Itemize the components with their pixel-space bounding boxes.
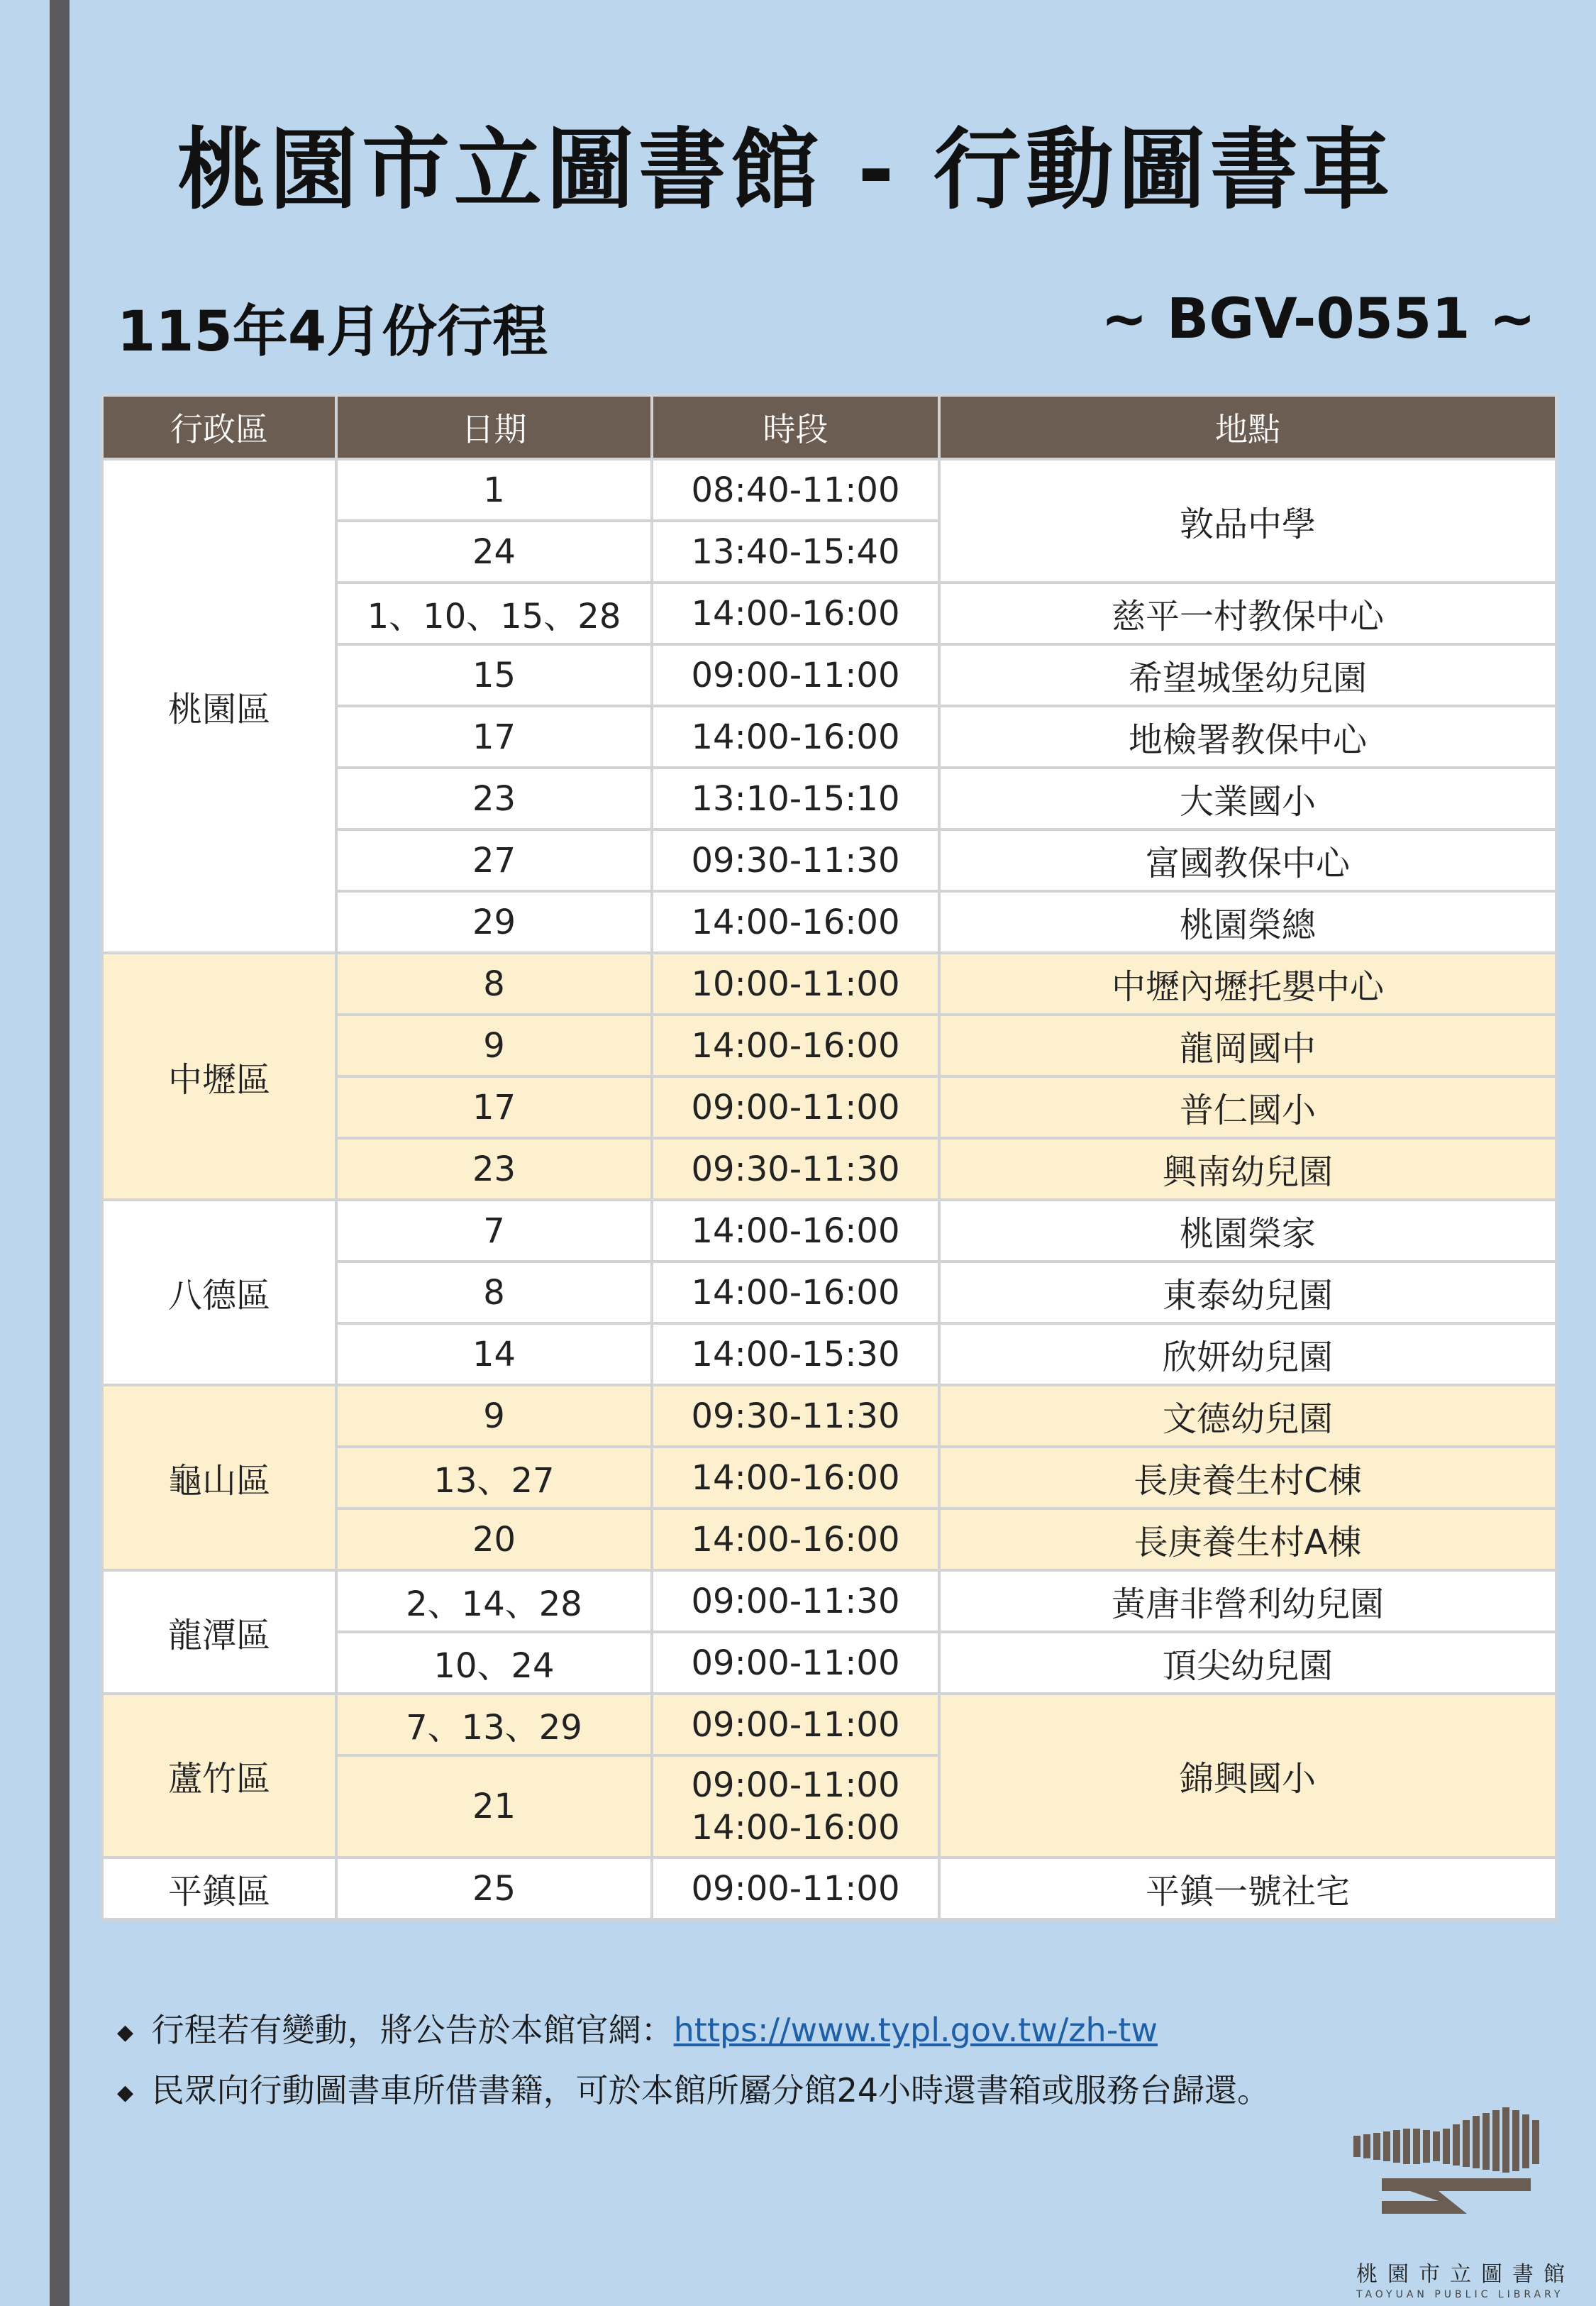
logo-chinese-name: 桃園市立圖書館 <box>1356 2262 1575 2287</box>
note-text: 民眾向行動圖書車所借書籍，可於本館所屬分館24小時還書箱或服務台歸還。 <box>151 2071 1270 2109</box>
date-cell: 15 <box>336 644 652 706</box>
time-cell: 09:00-11:00 <box>652 1632 939 1694</box>
schedule-table <box>101 394 1558 1921</box>
location-cell: 黃唐非營利幼兒園 <box>939 1570 1556 1632</box>
vehicle-plate: ~ BGV-0551 ~ <box>1101 287 1536 351</box>
date-cell: 23 <box>336 768 652 829</box>
location-cell: 桃園榮家 <box>939 1200 1556 1262</box>
time-cell: 09:00-11:00 <box>652 1694 939 1755</box>
time-cell: 10:00-11:00 <box>652 953 939 1015</box>
date-cell: 14 <box>336 1323 652 1385</box>
page-title: 桃園市立圖書館 - 行動圖書車 <box>177 119 1395 221</box>
location-cell: 龍岡國中 <box>939 1015 1556 1076</box>
time-cell: 13:40-15:40 <box>652 521 939 583</box>
date-cell: 8 <box>336 1262 652 1323</box>
location-cell: 希望城堡幼兒園 <box>939 644 1556 706</box>
table-row <box>102 1385 1556 1447</box>
date-cell: 1 <box>336 459 652 521</box>
district-cell: 龍潭區 <box>102 1570 336 1694</box>
date-cell: 24 <box>336 521 652 583</box>
date-cell: 25 <box>336 1858 652 1919</box>
library-logo-icon <box>1353 2107 1545 2235</box>
schedule-month: 115年4月份行程 <box>117 300 548 364</box>
location-cell: 大業國小 <box>939 768 1556 829</box>
district-cell: 蘆竹區 <box>102 1694 336 1858</box>
time-cell: 09:30-11:30 <box>652 829 939 891</box>
location-cell: 東泰幼兒園 <box>939 1262 1556 1323</box>
location-cell: 長庚養生村C棟 <box>939 1447 1556 1508</box>
notes <box>117 2004 1270 2125</box>
table-row <box>102 459 1556 521</box>
location-cell: 普仁國小 <box>939 1076 1556 1138</box>
time-cell: 14:00-16:00 <box>652 1447 939 1508</box>
location-cell: 桃園榮總 <box>939 891 1556 953</box>
date-cell: 27 <box>336 829 652 891</box>
location-cell: 敦品中學 <box>939 459 1556 583</box>
column-header-district: 行政區 <box>102 395 336 459</box>
note-website <box>117 2004 1270 2065</box>
date-cell: 29 <box>336 891 652 953</box>
left-accent-bar <box>50 0 70 2306</box>
location-cell: 富國教保中心 <box>939 829 1556 891</box>
table-row <box>102 1570 1556 1632</box>
time-cell: 14:00-15:30 <box>652 1323 939 1385</box>
time-cell: 13:10-15:10 <box>652 768 939 829</box>
time-cell: 09:00-11:30 <box>652 1570 939 1632</box>
table-row <box>102 1694 1556 1755</box>
time-cell: 14:00-16:00 <box>652 1508 939 1570</box>
district-cell: 平鎮區 <box>102 1858 336 1919</box>
date-cell: 2、14、28 <box>336 1570 652 1632</box>
time-cell: 09:00-11:00 <box>652 644 939 706</box>
table-header-row <box>102 395 1556 459</box>
date-cell: 7 <box>336 1200 652 1262</box>
time-cell: 14:00-16:00 <box>652 583 939 644</box>
note-text: 行程若有變動，將公告於本館官網： <box>151 2011 674 2049</box>
column-header-date: 日期 <box>336 395 652 459</box>
date-cell: 8 <box>336 953 652 1015</box>
time-cell: 09:30-11:30 <box>652 1138 939 1200</box>
diamond-bullet-icon: ◆ <box>117 2080 134 2105</box>
date-cell: 20 <box>336 1508 652 1570</box>
location-cell: 慈平一村教保中心 <box>939 583 1556 644</box>
date-cell: 9 <box>336 1015 652 1076</box>
column-header-time: 時段 <box>652 395 939 459</box>
time-line: 09:00-11:00 <box>691 1765 900 1805</box>
date-cell: 10、24 <box>336 1632 652 1694</box>
time-cell: 14:00-16:00 <box>652 1200 939 1262</box>
location-cell: 平鎮一號社宅 <box>939 1858 1556 1919</box>
date-cell: 1、10、15、28 <box>336 583 652 644</box>
location-cell: 頂尖幼兒園 <box>939 1632 1556 1694</box>
location-cell: 欣妍幼兒園 <box>939 1323 1556 1385</box>
time-cell <box>652 1755 939 1858</box>
time-cell: 08:40-11:00 <box>652 459 939 521</box>
time-cell: 09:30-11:30 <box>652 1385 939 1447</box>
time-cell: 09:00-11:00 <box>652 1858 939 1919</box>
location-cell: 錦興國小 <box>939 1694 1556 1858</box>
table-row <box>102 953 1556 1015</box>
date-cell: 17 <box>336 1076 652 1138</box>
time-cell: 14:00-16:00 <box>652 706 939 768</box>
district-cell: 龜山區 <box>102 1385 336 1570</box>
time-cell: 14:00-16:00 <box>652 1262 939 1323</box>
date-cell: 23 <box>336 1138 652 1200</box>
date-cell: 17 <box>336 706 652 768</box>
time-cell: 14:00-16:00 <box>652 1015 939 1076</box>
logo-english-name: TAOYUAN PUBLIC LIBRARY <box>1356 2289 1564 2300</box>
date-cell: 13、27 <box>336 1447 652 1508</box>
note-return-books <box>117 2065 1270 2125</box>
table-row <box>102 1200 1556 1262</box>
website-link[interactable]: https://www.typl.gov.tw/zh-tw <box>673 2011 1158 2049</box>
date-cell: 21 <box>336 1755 652 1858</box>
location-cell: 長庚養生村A棟 <box>939 1508 1556 1570</box>
district-cell: 中壢區 <box>102 953 336 1200</box>
time-line: 14:00-16:00 <box>691 1808 900 1848</box>
time-cell: 14:00-16:00 <box>652 891 939 953</box>
district-cell: 桃園區 <box>102 459 336 953</box>
date-cell: 9 <box>336 1385 652 1447</box>
table-row <box>102 1858 1556 1919</box>
location-cell: 文德幼兒園 <box>939 1385 1556 1447</box>
location-cell: 興南幼兒園 <box>939 1138 1556 1200</box>
column-header-location: 地點 <box>939 395 1556 459</box>
date-cell: 7、13、29 <box>336 1694 652 1755</box>
time-cell: 09:00-11:00 <box>652 1076 939 1138</box>
district-cell: 八德區 <box>102 1200 336 1385</box>
diamond-bullet-icon: ◆ <box>117 2020 134 2045</box>
location-cell: 地檢署教保中心 <box>939 706 1556 768</box>
location-cell: 中壢內壢托嬰中心 <box>939 953 1556 1015</box>
